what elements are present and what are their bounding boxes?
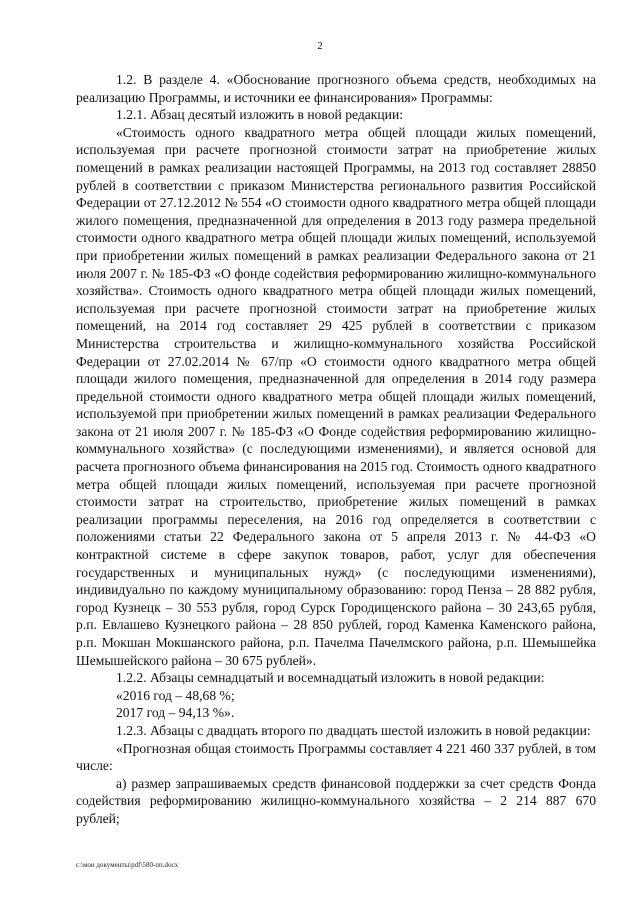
paragraph-1-2-2: 1.2.2. Абзацы семнадцатый и восемнадцатый изложить в новой редакции: [116, 670, 545, 686]
paragraph-item-a: а) размер запрашиваемых средств финансовой поддержки за счет средств Фонда содействия реформированию жилищно-коммунального хозяйства – 2 214 887 670 рублей; [76, 775, 596, 826]
paragraph-1-2-1: 1.2.1. Абзац десятый изложить в новой редакции: [116, 107, 404, 123]
paragraph-2016: «2016 год – 48,68 %; [116, 687, 235, 703]
page-number: 2 [317, 40, 323, 52]
footer-file-path: c:\мои документы\pdf\580-пп.docx [76, 861, 179, 869]
paragraph-cost-text: «Стоимость одного квадратного метра общей площади жилых помещений, используемая при расчете прогнозной стоимости затрат на приобретение жилых помещений в рамках реализации настоящей Программы, на 2013 год составляет 28850 рублей в соответствии с приказом Министерства регионального развития Российской Федерации от 27.12.2012 № 554 «О стоимости одного квадратного метра общей площади жилого помещения, предназначенной для определения в 2013 году размера предельной стоимости одного квадратного метра общей площади жилых помещений, используемой при приобретении жилых помещений в рамках реализации Федерального закона от 21 июля 2007 г. № 185-ФЗ «О фонде содействия реформированию жилищно-коммунального хозяйства». Стоимость одного квадратного метра общей площади жилых помещений, используемая при расчете прогнозной стоимости затрат на приобретение жилых помещений, на 2014 год составляет 29 425 рублей в соответствии с приказом Министерства строительства и жилищно-коммунального хозяйства Российской Федерации от 27.02.2014 № 67/пр «О стоимости одного квадратного метра общей площади жилого помещения, предназначенной для определения в 2014 году размера предельной стоимости одного квадратного метра общей площади жилых помещений, используемой при приобретении жилых помещений в рамках реализации Федерального закона от 21 июля 2007 г. № 185-ФЗ «О Фонде содействия реформированию жилищно-коммунального хозяйства» (с последующими изменениями), и является основой для расчета прогнозного объема финансирования на 2015 год. Стоимость одного квадратного метра общей площади жилых помещений, используемая при расчете прогнозной стоимости затрат на строительство, приобретение жилых помещений в рамках реализации программы переселения, на 2016 год определяется в соответствии с положениями статьи 22 Федерального закона от 5 апреля 2013 г. № 44-ФЗ «О контрактной системе в сфере закупок товаров, работ, услуг для обеспечения государственных и муниципальных нужд» (с последующими изменениями), индивидуально по каждому муниципальному образованию: город Пенза – 28 882 рубля, город Кузнецк – 30 553 рубля, город Сурск Городищенского района – 30 243,65 рубля, р.п. Евлашево Кузнецкого района – 28 850 рублей, город Каменка Каменского района, р.п. Мокшан Мокшанского района, р.п. Пачелма Пачелмского района, р.п. Шемышейка Шемышейского района – 30 675 рублей». [76, 124, 596, 668]
paragraph-total-cost: «Прогнозная общая стоимость Программы составляет 4 221 460 337 рублей, в том числе: [76, 740, 596, 774]
paragraph-section-1-2: 1.2. В разделе 4. «Обоснование прогнозного объема средств, необходимых на реализацию Программы, и источники ее финансирования» Программы: [76, 72, 596, 105]
paragraph-1-2-3: 1.2.3. Абзацы с двадцать второго по двадцать шестой изложить в новой редакции: [116, 722, 591, 738]
document-body [76, 71, 596, 828]
paragraph-2017: 2017 год – 94,13 %». [116, 705, 235, 721]
